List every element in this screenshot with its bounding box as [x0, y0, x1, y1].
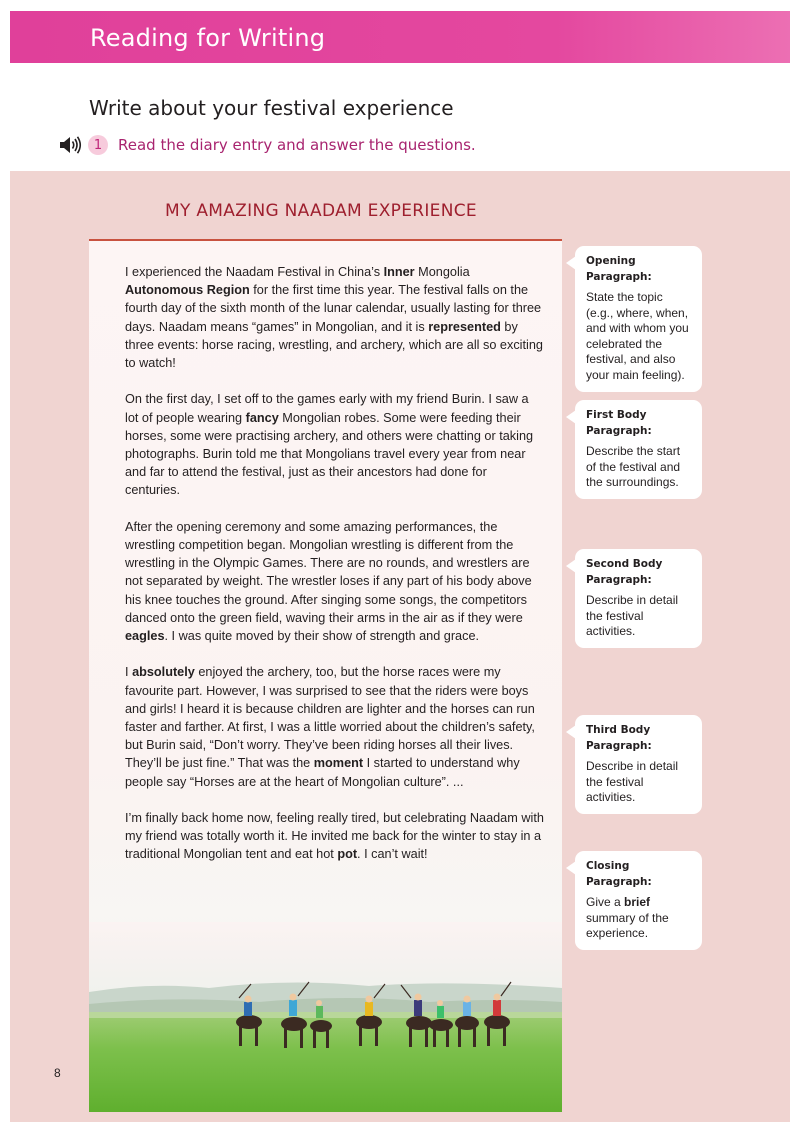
bold-term: fancy: [245, 410, 279, 425]
note-closing-paragraph: [575, 851, 702, 950]
diary-paragraph-2: [125, 390, 545, 499]
page-number: 8: [54, 1066, 61, 1080]
diary-top-rule: [89, 239, 562, 241]
diary-card: [89, 239, 562, 1112]
note-heading: Third Body Paragraph:: [586, 724, 652, 752]
text-run: I started to understand why people say “Horses are at the heart of Mongolian culture”. ...: [125, 756, 520, 789]
diary-paragraph-5: [125, 809, 545, 864]
diary-paragraph-1: [125, 263, 545, 372]
bold-term: absolutely: [132, 665, 195, 680]
instruction-row: [58, 134, 476, 156]
bold-term: pot: [337, 847, 358, 862]
text-run: Describe in detail the festival activities.: [586, 759, 679, 805]
text-run: by three events: horse racing, wrestling, and archery, which are all so exciting to watch!: [125, 319, 543, 371]
text-run: I: [125, 665, 133, 680]
note-opening-paragraph: [575, 246, 702, 392]
diary-paragraph-3: [125, 518, 545, 645]
text-run: On the first day, I set off to the games early with my friend Burin. I saw a lot of people wearing: [125, 392, 529, 425]
note-text: [586, 444, 692, 491]
header-title: Reading for Writing: [90, 24, 326, 52]
note-text: [586, 895, 692, 942]
text-run: Mongolian robes. Some were feeding their horses, some were practising archery, and others were chatting or taking photographs. Burin told me that Mongolians travel every year from near and far to attend the festival, just as their ancestors had done for centuries.: [125, 410, 534, 498]
speaker-icon[interactable]: [58, 135, 82, 155]
text-run: After the opening ceremony and some amazing performances, the wrestling competition began. Mongolian wrestling is different from the wrestling in the Olympic Games. There are no rounds, and wrestlers are not separated by weight. The wrestler loses if any part of his body above his knee touches the ground. After singing some songs, the competitors danced onto the green field, waving their arms in the air as if they were: [125, 519, 532, 625]
exercise-number: 1: [88, 135, 108, 155]
header-bar: [10, 11, 790, 63]
note-heading: Opening Paragraph:: [586, 255, 652, 283]
note-heading: Second Body Paragraph:: [586, 558, 663, 586]
note-first-body-paragraph: [575, 400, 702, 499]
bold-term: brief: [624, 895, 651, 909]
bold-term: represented: [428, 319, 501, 334]
text-run: I’m finally back home now, feeling really tired, but celebrating Naadam with my friend was totally worth it. He invited me back for the winter to stay in a traditional Mongolian tent and eat hot: [125, 811, 544, 862]
note-text: [586, 290, 692, 384]
note-text: [586, 593, 692, 640]
bold-term: moment: [313, 756, 364, 771]
diary-text: [125, 263, 545, 882]
note-heading: First Body Paragraph:: [586, 409, 652, 437]
text-run: for the first time this year. The festival falls on the fourth day of the sixth month of the lunar calendar, usually lasting for three days. Naadam means “games” in Mongolian, and it is: [125, 283, 542, 334]
horse-race-photo: [89, 922, 562, 1112]
text-run: Describe in detail the festival activities.: [586, 593, 679, 639]
diary-paragraph-4: [125, 663, 545, 790]
text-run: summary of the experience.: [586, 910, 669, 941]
text-run: Give a: [586, 895, 625, 909]
bold-term: Autonomous Region: [125, 283, 250, 298]
instruction-text: Read the diary entry and answer the questions.: [118, 136, 476, 154]
note-text: [586, 759, 692, 806]
section-title: Write about your festival experience: [89, 96, 454, 120]
note-third-body-paragraph: [575, 715, 702, 814]
text-run: Describe the start of the festival and the surroundings.: [586, 444, 681, 490]
text-run: . I can’t wait!: [357, 847, 428, 862]
bold-term: Inner: [383, 265, 415, 279]
note-heading: Closing Paragraph:: [586, 860, 652, 888]
note-second-body-paragraph: [575, 549, 702, 648]
text-run: . I was quite moved by their show of strength and grace.: [164, 629, 480, 644]
text-run: Mongolia: [414, 265, 470, 279]
text-run: State the topic (e.g., where, when, and with whom you celebrated the festival, and also your main feeling).: [586, 290, 689, 382]
diary-title: MY AMAZING NAADAM EXPERIENCE: [165, 201, 477, 221]
bold-term: eagles: [125, 629, 165, 644]
text-run: I experienced the Naadam Festival in China’s: [125, 265, 384, 279]
text-run: enjoyed the archery, too, but the horse races were my favourite part. However, I was surprised to see that the riders were boys and girls! I heard it is because children are lighter and the horses can run faster and farther. At first, I was a little worried about the children’s safety, but Burin said, “Don’t worry. They’ve been riding horses all their lives. They’ll be just fine.” That was the: [125, 665, 535, 771]
